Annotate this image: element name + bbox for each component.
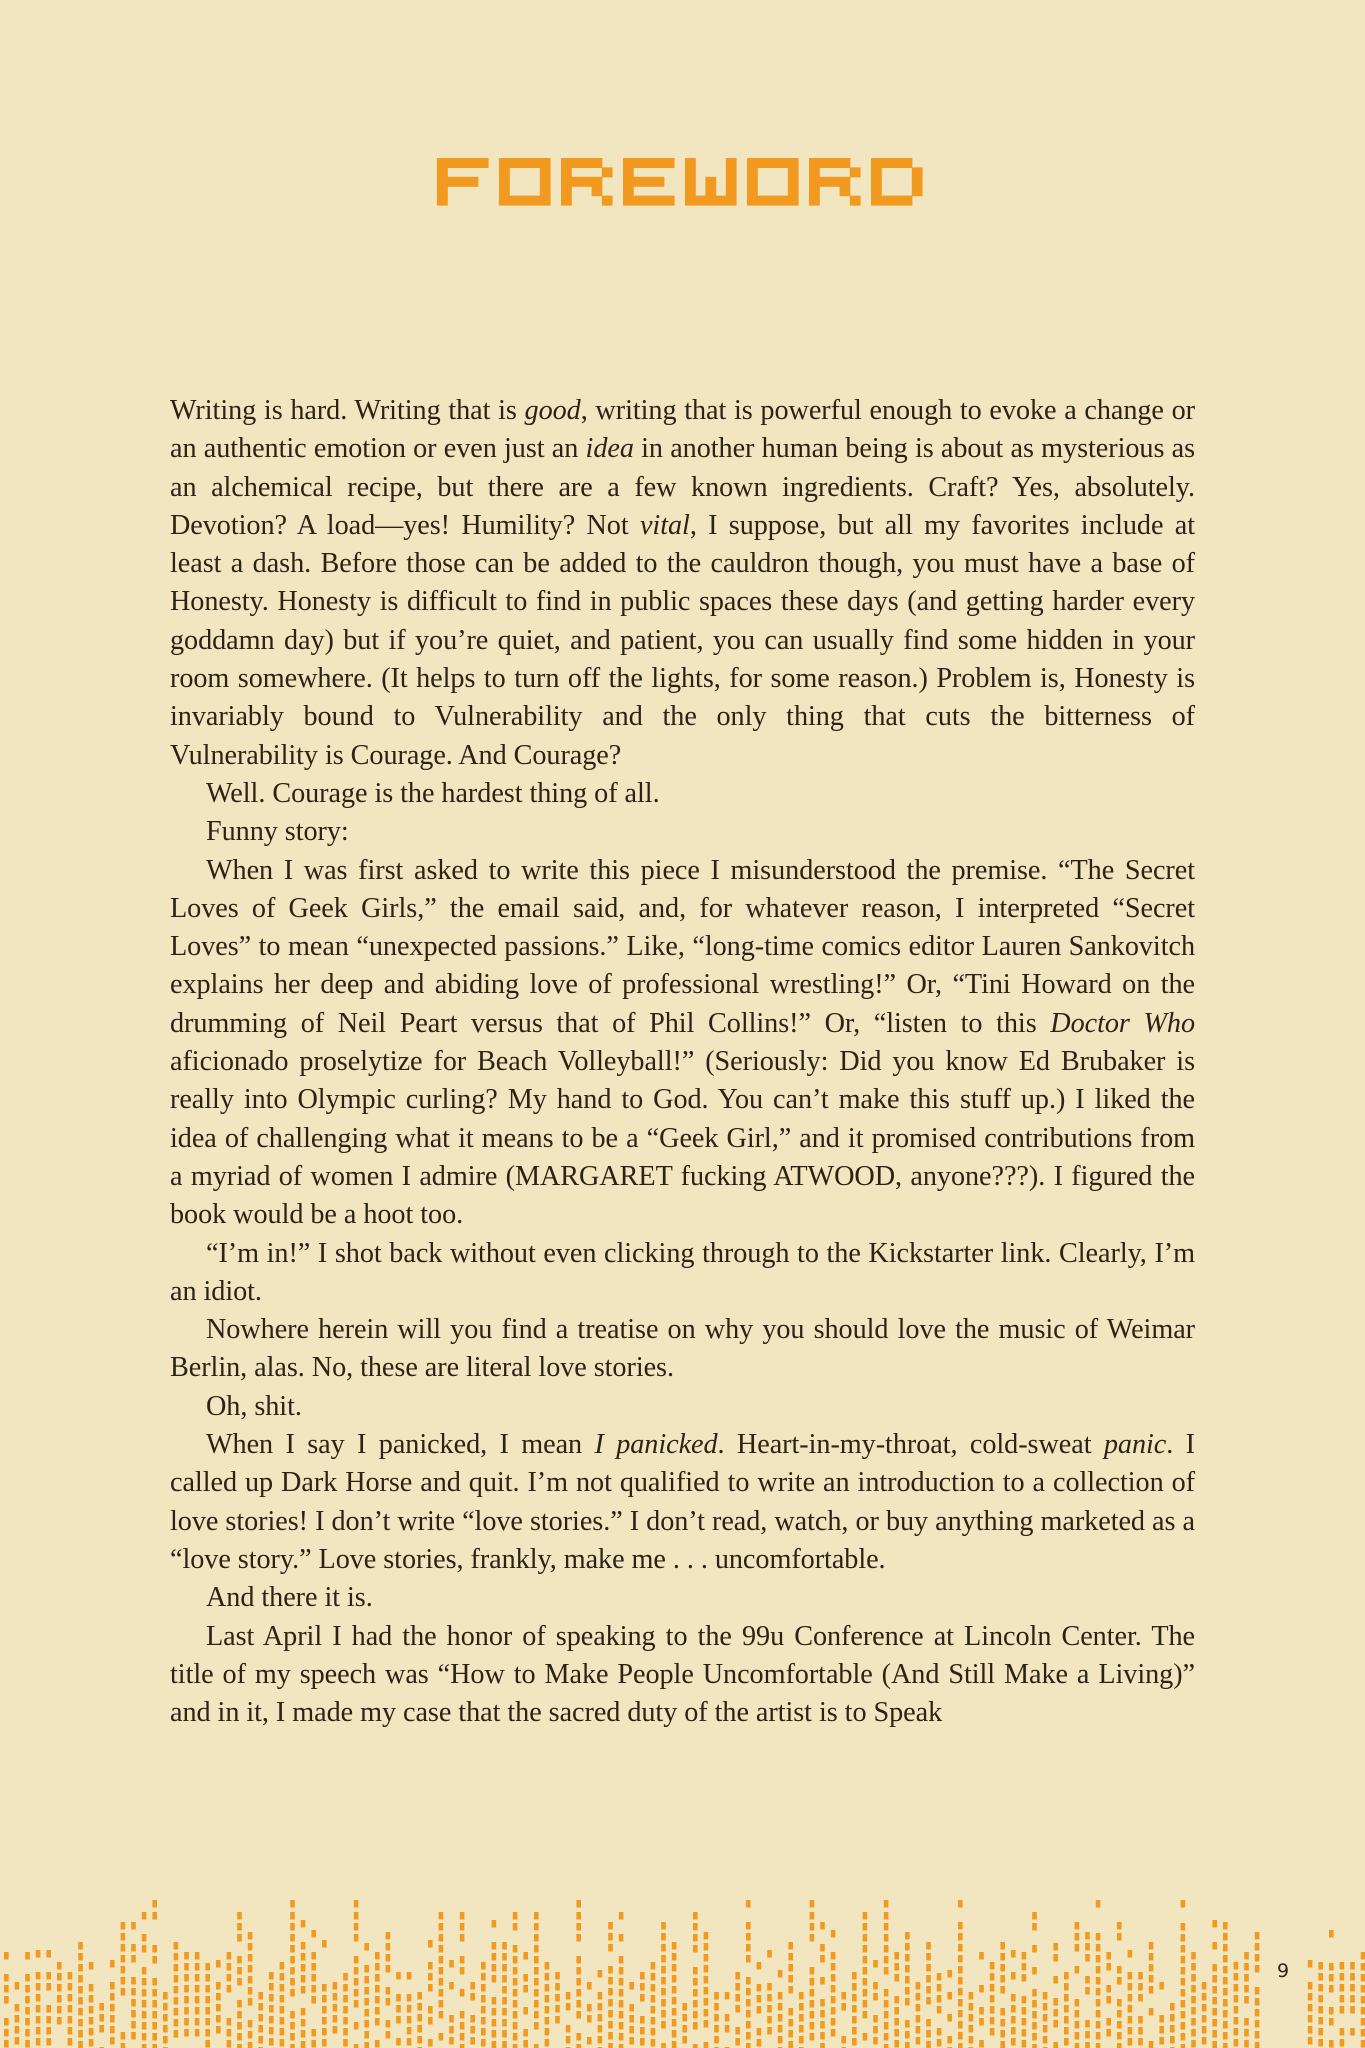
- deco-column: [449, 1960, 454, 2045]
- deco-column: [322, 1940, 327, 2047]
- deco-column: [576, 1900, 581, 2048]
- deco-column: [46, 1950, 51, 2046]
- deco-column: [651, 1962, 656, 2047]
- deco-column: [396, 1972, 401, 2046]
- deco-column: [1149, 1942, 1154, 2048]
- deco-column: [810, 1900, 815, 2041]
- deco-column: [545, 1962, 550, 2047]
- title-letter: [871, 158, 923, 206]
- deco-column: [269, 1972, 274, 2046]
- deco-column: [682, 2003, 687, 2044]
- paragraph: Funny story:: [206, 816, 349, 848]
- body-text: [170, 392, 1195, 1732]
- deco-column: [481, 1962, 486, 2047]
- deco-column: [757, 1962, 762, 2047]
- deco-column: [523, 1952, 528, 2048]
- paragraph: Nowhere herein will you find a treatise on why you should love the music of Weimar Berlin, alas. No, these are literal love stories.: [170, 1314, 1195, 1384]
- deco-column: [470, 1982, 475, 2045]
- deco-column: [1053, 1943, 1058, 2048]
- deco-column: [4, 1952, 9, 2048]
- deco-column: [661, 1922, 666, 2048]
- deco-column: [884, 1900, 889, 2048]
- deco-column: [89, 1962, 94, 2047]
- deco-column: [640, 1972, 645, 2046]
- deco-column: [704, 1932, 709, 2048]
- deco-column: [619, 1912, 624, 2048]
- deco-column: [1085, 1932, 1090, 2048]
- deco-column: [311, 1930, 316, 2048]
- deco-column: [68, 1972, 73, 2046]
- paragraph: Well. Courage is the hardest thing of all.: [206, 777, 660, 809]
- deco-column: [428, 1940, 433, 2047]
- deco-column: [852, 1972, 857, 2046]
- paragraph: “I’m in!” I shot back without even clicking through to the Kickstarter link. Clearly, I’m an idiot.: [170, 1237, 1195, 1307]
- deco-column: [555, 1972, 560, 2024]
- deco-column: [693, 1912, 698, 2048]
- deco-column: [1318, 1962, 1323, 2047]
- deco-column: [386, 1932, 391, 2039]
- deco-column: [152, 1900, 157, 2048]
- deco-column: [735, 1972, 740, 2046]
- deco-column: [121, 1922, 126, 2048]
- deco-column: [460, 1912, 465, 2048]
- deco-column: [205, 1963, 210, 2048]
- paragraph: Last April I had the honor of speaking to the 99u Conference at Lincoln Center. The title of my speech was “How to Make People Uncomfortable (And Still Make a Living)” and in it, I made my case that the sacred duty of the artist is to Speak: [170, 1620, 1195, 1729]
- deco-column: [566, 1992, 571, 2048]
- deco-column: [1350, 1962, 1355, 2036]
- deco-column: [237, 1912, 242, 2048]
- deco-column: [1000, 1942, 1005, 2048]
- deco-column: [1032, 1912, 1037, 2048]
- title-letter: [499, 158, 551, 206]
- deco-column: [216, 1960, 221, 2034]
- deco-column: [195, 1952, 200, 2037]
- deco-column: [131, 1922, 136, 2040]
- deco-column: [831, 1930, 836, 2037]
- deco-column: [1117, 1922, 1122, 2048]
- deco-column: [280, 1962, 285, 2047]
- deco-column: [375, 1952, 380, 2048]
- paragraph: And there it is.: [206, 1582, 373, 1614]
- deco-column: [1022, 1952, 1027, 2048]
- deco-column: [407, 1972, 412, 2046]
- page-title: [0, 150, 1365, 214]
- title-letter: [561, 158, 613, 206]
- deco-column: [1202, 1982, 1207, 2045]
- deco-column: [364, 1943, 369, 2048]
- deco-column: [916, 1982, 921, 2045]
- deco-column: [78, 1942, 83, 2048]
- deco-column: [820, 1922, 825, 2048]
- deco-column: [1159, 1982, 1164, 2045]
- deco-column: [1106, 1952, 1111, 2037]
- deco-column: [778, 1970, 783, 2048]
- deco-column: [1096, 1900, 1101, 2048]
- deco-column: [672, 1942, 677, 2048]
- deco-column: [25, 1952, 30, 2048]
- deco-column: [417, 1992, 422, 2048]
- deco-column: [1011, 1950, 1016, 2046]
- deco-column: [57, 1962, 62, 2025]
- deco-column: [1244, 1952, 1249, 2048]
- deco-column: [937, 1973, 942, 2047]
- deco-column: [513, 1912, 518, 2048]
- deco-column: [174, 1942, 179, 2038]
- page-number: 9: [1276, 1960, 1290, 1982]
- paragraph: Oh, shit.: [206, 1390, 302, 1422]
- decorative-barcode-footer: [0, 1900, 1365, 2048]
- deco-column: [354, 1900, 359, 2048]
- deco-column: [1075, 1922, 1080, 2048]
- deco-column: [767, 1950, 772, 2035]
- deco-column: [799, 1992, 804, 2048]
- deco-column: [725, 1992, 730, 2048]
- deco-column: [926, 1942, 931, 2048]
- deco-column: [36, 1950, 41, 2046]
- deco-column: [947, 1970, 952, 2048]
- deco-column: [15, 1982, 20, 2045]
- deco-column: [99, 2003, 104, 2048]
- deco-column: [258, 1992, 263, 2048]
- deco-column: [598, 1970, 603, 2048]
- deco-column: [969, 1992, 974, 2048]
- deco-column: [1255, 1932, 1260, 2048]
- deco-column: [714, 1992, 719, 2048]
- title-letter: [437, 158, 489, 206]
- title-letter: [623, 158, 675, 206]
- deco-column: [290, 1900, 295, 2048]
- deco-column: [1128, 1950, 1133, 2046]
- deco-column: [587, 1982, 592, 2045]
- deco-column: [110, 1960, 115, 2045]
- deco-column: [746, 1900, 751, 2048]
- paragraph: Writing is hard. Writing that is good, writing that is powerful enough to evoke a change or an authentic emotion or even just an idea in another human being is about as mysterious as an alchemical recipe, but there are a few known ingredients. Craft? Yes, absolutely. Devotion? A load—yes! Humility? Not vital, I suppose, but all my favorites include at least a dash. Before those can be added to the cauldron though, you must have a base of Honesty. Honesty is difficult to find in public spaces these days (and getting harder every goddamn day) but if you’re quiet, and patient, you can usually find some hidden in your room somewhere. (It helps to turn off the lights, for some reason.) Problem is, Honesty is invariably bound to Vulnerability and the only thing that cuts the bitterness of Vulnerability is Courage. And Courage?: [170, 395, 1195, 771]
- deco-column: [1340, 1962, 1345, 2047]
- deco-column: [1329, 1930, 1334, 2048]
- deco-column: [788, 1942, 793, 2048]
- deco-column: [894, 1952, 899, 2048]
- deco-column: [1064, 1972, 1069, 2046]
- deco-column: [248, 1932, 253, 2048]
- title-letter: [747, 158, 799, 206]
- deco-column: [863, 1912, 868, 2041]
- deco-column: [979, 1952, 984, 2048]
- deco-column: [1212, 1920, 1217, 2048]
- deco-column: [1361, 1952, 1365, 2048]
- deco-column: [608, 1922, 613, 2048]
- title-pixel-lettering: [433, 150, 933, 214]
- deco-column: [1043, 1992, 1048, 2048]
- deco-column: [142, 1912, 147, 2048]
- deco-column: [333, 1982, 338, 2034]
- deco-column: [1170, 2003, 1175, 2048]
- paragraph: When I was first asked to write this piece I misunderstood the premise. “The Secret Loves of Geek Girls,” the email said, and, for whatever reason, I interpreted “Secret Loves” to mean “unexpected passions.” Like, “long-time comics editor Lauren Sankovitch explains her deep and abiding love of professional wrestling!” Or, “Tini Howard on the drumming of Neil Peart versus that of Phil Collins!” Or, “listen to this Doctor Who aficionado proselytize for Beach Volleyball!” (Seriously: Did you know Ed Brubaker is really into Olympic curling? My hand to God. You can’t make this stuff up.) I liked the idea of challenging what it means to be a “Geek Girl,” and it promised contributions from a myriad of women I admire (MARGARET fucking ATWOOD, anyone???). I figured the book would be a hoot too.: [170, 854, 1195, 1231]
- deco-column: [1138, 1972, 1143, 2046]
- title-letter: [685, 158, 737, 206]
- deco-column: [163, 1992, 168, 2048]
- deco-column: [873, 1960, 878, 2045]
- deco-column: [1223, 1922, 1228, 2048]
- deco-column: [1191, 1952, 1196, 2048]
- deco-column: [301, 1920, 306, 2048]
- deco-column: [841, 1992, 846, 2048]
- deco-column: [1181, 1900, 1186, 2048]
- deco-column: [439, 1912, 444, 2041]
- paragraph: When I say I panicked, I mean I panicked. Heart-in-my-throat, cold-sweat panic. I called up Dark Horse and quit. I’m not qualified to write an introduction to a collection of love stories! I don’t write “love stories.” I don’t read, watch, or buy anything marketed as a “love story.” Love stories, frankly, make me . . . uncomfortable.: [170, 1429, 1195, 1575]
- deco-column: [492, 1920, 497, 2048]
- title-letter: [809, 158, 861, 206]
- deco-column: [990, 1962, 995, 2036]
- deco-column: [534, 1912, 539, 2048]
- deco-column: [227, 1952, 232, 2048]
- deco-column: [1308, 1960, 1313, 2045]
- deco-column: [629, 1982, 634, 2045]
- deco-column: [502, 1942, 507, 2048]
- deco-column: [958, 1900, 963, 2048]
- deco-column: [343, 1973, 348, 2047]
- deco-column: [184, 1952, 189, 2037]
- deco-column: [1234, 1962, 1239, 2047]
- deco-column: [905, 1932, 910, 2048]
